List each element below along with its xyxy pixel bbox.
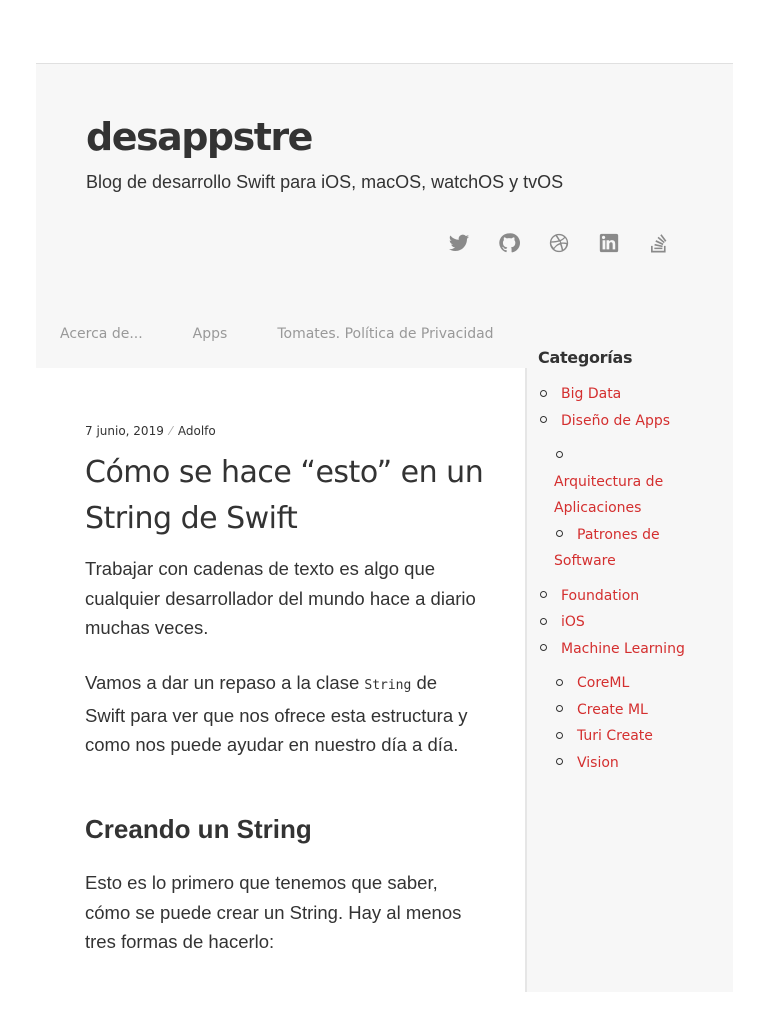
- paragraph-intro: Trabajar con cadenas de texto es algo que cualquier desarrollador del mundo hace a diario muchas veces.: [85, 558, 476, 638]
- categories-title: Categorías: [538, 348, 633, 367]
- categories-list: [538, 381, 688, 776]
- sidebar: [538, 348, 688, 784]
- category-item: [538, 583, 688, 610]
- bullet-icon: [556, 758, 563, 765]
- code-string: String: [364, 678, 412, 693]
- category-item: [538, 609, 688, 636]
- paragraph-repaso: [85, 668, 480, 760]
- stackoverflow-icon[interactable]: [646, 230, 672, 256]
- category-link-turi-create[interactable]: Turi Create: [577, 728, 653, 744]
- category-link-diseno-apps[interactable]: Diseño de Apps: [561, 412, 671, 429]
- category-item: [538, 381, 688, 408]
- category-link-patrones[interactable]: Patrones de Software: [554, 526, 660, 569]
- site-description: Blog de desarrollo Swift para iOS, macOS, watchOS y tvOS: [86, 172, 564, 192]
- category-item: [554, 723, 688, 750]
- paragraph-repaso-start: Vamos a dar un repaso a la clase: [85, 672, 365, 693]
- paragraph-crear: Esto es lo primero que tenemos que saber, cómo se puede crear un String. Hay al menos tres formas de hacerlo:: [85, 872, 462, 952]
- category-item: [554, 697, 688, 724]
- bullet-icon: [540, 618, 547, 625]
- section-heading: Creando un String: [85, 814, 312, 844]
- bullet-icon: [540, 416, 547, 423]
- category-link-big-data[interactable]: Big Data: [561, 386, 622, 402]
- meta-separator: ⁄: [169, 424, 172, 438]
- post-author[interactable]: Adolfo: [177, 424, 216, 438]
- subcategory-list: [554, 670, 688, 776]
- site-title[interactable]: desappstre: [86, 115, 312, 159]
- category-link-machine-learning[interactable]: Machine Learning: [561, 640, 685, 657]
- bullet-icon: [556, 705, 563, 712]
- social-links: [446, 230, 672, 256]
- bullet-icon: [556, 451, 563, 458]
- bullet-icon: [556, 732, 563, 739]
- post-title[interactable]: Cómo se hace “esto” en un String de Swift: [85, 455, 484, 536]
- category-item: [538, 408, 688, 575]
- category-item: [554, 442, 688, 522]
- category-link-coreml[interactable]: CoreML: [577, 675, 630, 691]
- subcategory-list: [554, 442, 688, 575]
- main-nav: [60, 326, 544, 342]
- category-link-create-ml[interactable]: Create ML: [577, 701, 648, 718]
- category-link-arquitectura[interactable]: Arquitectura de Aplicaciones: [554, 473, 664, 516]
- bullet-icon: [556, 530, 563, 537]
- category-link-vision[interactable]: Vision: [577, 754, 619, 771]
- github-icon[interactable]: [496, 230, 522, 256]
- dribbble-icon[interactable]: [546, 230, 572, 256]
- linkedin-icon[interactable]: [596, 230, 622, 256]
- paragraph-repaso-end: de Swift para ver que nos ofrece esta estructura y como nos puede ayudar en nuestro día a día.: [85, 672, 468, 755]
- post-meta: [85, 424, 216, 438]
- category-link-ios[interactable]: iOS: [561, 614, 585, 630]
- post-date[interactable]: 7 junio, 2019: [85, 424, 164, 438]
- twitter-icon[interactable]: [446, 230, 472, 256]
- nav-item-acerca[interactable]: Acerca de...: [60, 326, 143, 342]
- bullet-icon: [540, 591, 547, 598]
- nav-item-apps[interactable]: Apps: [192, 326, 228, 342]
- category-item: [554, 522, 688, 575]
- bullet-icon: [540, 390, 547, 397]
- category-item: [554, 750, 688, 777]
- bullet-icon: [540, 644, 547, 651]
- bullet-icon: [556, 679, 563, 686]
- nav-item-privacidad[interactable]: Tomates. Política de Privacidad: [277, 326, 494, 342]
- category-item: [554, 670, 688, 697]
- category-link-foundation[interactable]: Foundation: [561, 587, 640, 604]
- post-content: [36, 368, 527, 992]
- category-item: [538, 636, 688, 777]
